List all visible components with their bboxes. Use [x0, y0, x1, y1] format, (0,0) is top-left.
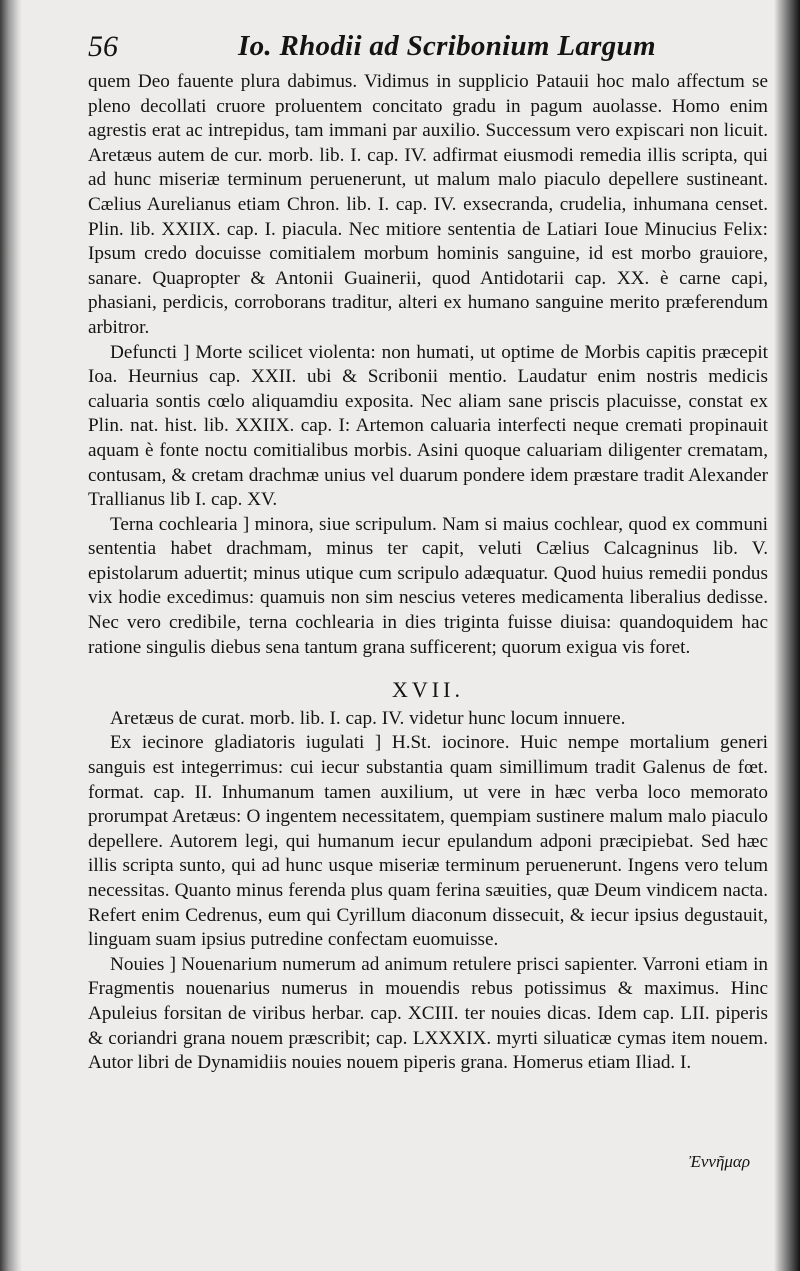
paragraph-nouies: Nouies ] Nouenarium numerum ad animum retulere prisci sapienter. Varroni etiam in Fragmentis nouenarius numerus in mouendis rebus potissimus & maximus. Hinc Apuleius forsitan de viribus herbar. cap. XCIII. ter nouies dicas. Idem cap. LII. piperis & coriandri grana nouem præscribit; cap. LXXXIX. myrti siluaticæ cymas item nouem. Autor libri de Dynamidiis nouies nouem piperis grana. Homerus etiam Iliad. I. [88, 953, 768, 1074]
text-block [88, 70, 768, 1076]
section-number: XVII. [392, 677, 464, 703]
paragraph-continuation: quem Deo fauente plura dabimus. Vidimus in supplicio Patauii hoc malo affectum se pleno decollati cruore proluentem concitato gradu in pagum auolasse. Homo enim agrestis erat ac intrepidus, tam immani par auxilio. Successum vero expiscari non licuit. Aretæus autem de cur. morb. lib. I. cap. IV. adfirmat eiusmodi remedia illis scripta, qui ad hunc miseriæ terminum peruenerunt, ut malum malo piaculo depellere sustineant. Cælius Aurelianus etiam Chron. lib. I. cap. IV. exsecranda, crudelia, inhumana censet. Plin. lib. XXIIX. cap. I. piacula. Nec mitiore sententia de Latiari Ioue Minucius Felix: Ipsum credo docuisse comitialem morbum hominis sanguine, id est morbo grauiore, sanare. Quapropter & Antonii Guainerii, quod Antidotarii cap. XX. è carne capi, phasiani, perdicis, corroborans traditur, alteri ex humano sanguine merito præferendum arbitror. [88, 71, 768, 338]
paragraph-ex-iecinore: Ex iecinore gladiatoris iugulati ] H.St. iocinore. Huic nempe mortalium generi sanguis est integerrimus: cui iecur substantia quam simillimum tradit Galenus de fœt. format. cap. II. Inhumanum tamen auxilium, ut vere in hæc verba loco memorato prorumpat Aretæus: O ingentem necessitatem, quempiam sustinere malum malo piaculo depellere. Autorem legi, qui humanum iecur epulandum adponi præcipiebat. Sed hæc illis scripta sunto, qui ad hunc usque miseriæ terminum peruenerunt. Ingens vero telum necessitas. Quanto minus ferenda plus quam ferina sæuities, quæ Deum vindicem nacta. Refert enim Cedrenus, eum qui Cyrillum diaconum dissecuit, & iecur ipsius degustauit, linguam suam ipsius putredine confectam euomuisse. [88, 732, 768, 951]
catchword: Ἐννῆμαρ [688, 1152, 750, 1171]
page-edge-shadow [774, 0, 800, 1271]
page-number: 56 [88, 30, 118, 63]
paragraph-defuncti: Defuncti ] Morte scilicet violenta: non humati, ut optime de Morbis capitis præcepit Ioa. Heurnius cap. XXII. ubi & Scribonii mentio. Laudatur enim nostris medicis caluaria sontis cœlo aliquamdiu exposita. Nec aliam sane priscis placuisse, constat ex Plin. nat. hist. lib. XXIIX. cap. I: Artemon caluaria interfecti neque cremati propinauit aquam è fonte noctu comitialibus morbis. Asini quoque caluariam diligenter crematam, contusam, & cretam drachmæ unius vel duarum pondere idem præstare tradit Alexander Trallianus lib I. cap. XV. [88, 341, 768, 511]
running-title: Io. Rhodii ad Scribonium Largum [238, 30, 656, 62]
page-header [88, 30, 760, 70]
paragraph-terna-cochlearia: Terna cochlearia ] minora, siue scripulum. Nam si maius cochlear, quod ex communi sententia habet drachmam, minus ter capit, veluti Cælius Calcagninus lib. V. epistolarum aduertit; minus utique cum scripulo adæquatur. Quod huius remedii pondus vix hodie excedimus: quamuis non sim nescius veteres medicamenta liberalius dedisse. Nec vero credibile, terna cochlearia in dies triginta fuisse diuisa: quandoquidem hac ratione singulis diebus sena tantum grana sufficerent; quorum exigua vis foret. [88, 513, 768, 658]
gutter-shadow [0, 0, 22, 1271]
paragraph-aretaeus: Aretæus de curat. morb. lib. I. cap. IV. videtur hunc locum innuere. [110, 707, 626, 729]
